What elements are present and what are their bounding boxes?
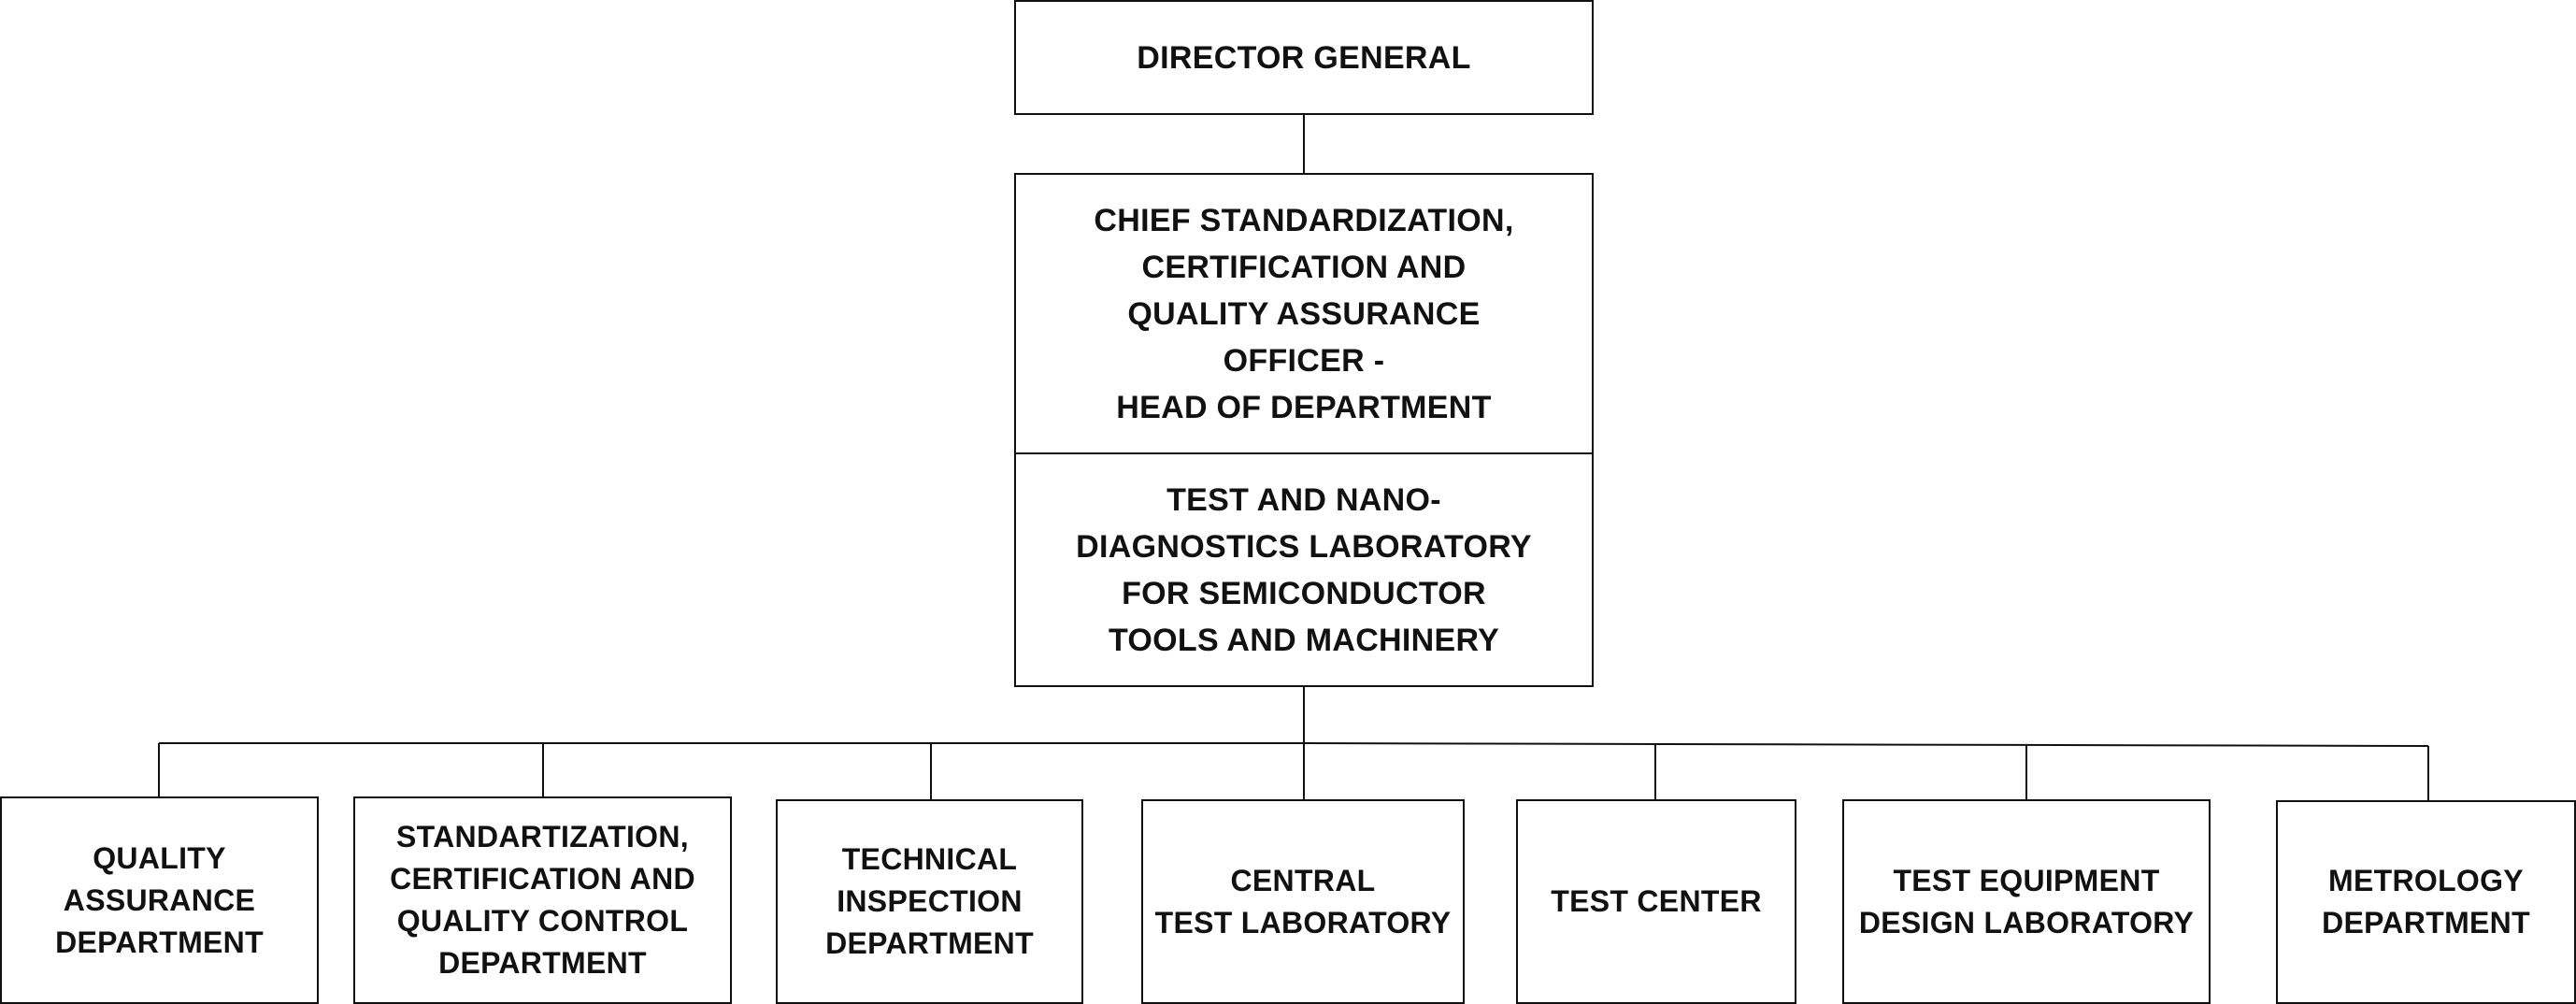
nano-diagnostics-lab-label: TEST AND NANO- DIAGNOSTICS LABORATORY FOR SEMICONDUCTOR TOOLS AND MACHINERY (1076, 481, 1532, 658)
department-box (1842, 799, 2211, 1004)
department-box (2276, 800, 2576, 1004)
department-box (1141, 799, 1465, 1004)
department-label: TEST EQUIPMENT DESIGN LABORATORY (1858, 863, 2195, 939)
chief-officer-box (1014, 173, 1594, 687)
department-label: QUALITY ASSURANCE DEPARTMENT (55, 840, 264, 959)
director-general-label: DIRECTOR GENERAL (1137, 39, 1471, 76)
connector-department-bus (159, 743, 2428, 746)
chief-officer-section (1016, 175, 1592, 452)
department-label: METROLOGY DEPARTMENT (2322, 864, 2530, 939)
department-box (0, 796, 319, 1004)
department-box (353, 796, 732, 1004)
department-box (776, 799, 1083, 1004)
director-general-box (1014, 0, 1594, 115)
department-label: TECHNICAL INSPECTION DEPARTMENT (825, 842, 1034, 960)
chief-officer-title: CHIEF STANDARDIZATION, CERTIFICATION AND QUALITY ASSURANCE OFFICER - HEAD OF DEPARTMENT (1094, 202, 1514, 425)
department-label: CENTRAL TEST LABORATORY (1154, 863, 1452, 939)
department-label: STANDARTIZATION, CERTIFICATION AND QUALITY CONTROL DEPARTMENT (390, 820, 695, 980)
department-label: TEST CENTER (1551, 884, 1762, 918)
nano-diagnostics-lab-section (1016, 454, 1592, 685)
department-box (1516, 799, 1796, 1004)
